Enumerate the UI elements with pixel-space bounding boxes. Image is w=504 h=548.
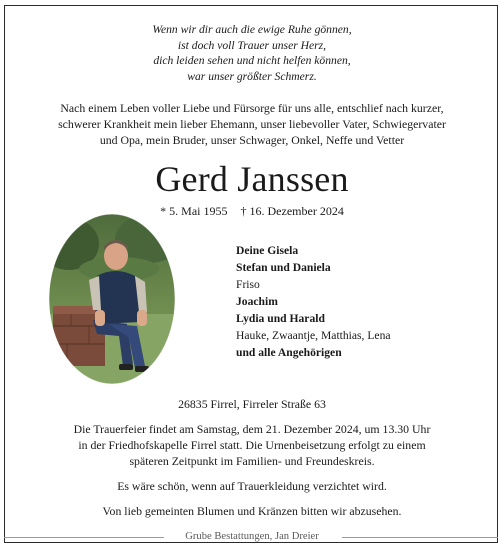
portrait-photo [49,214,175,384]
address: 26835 Firrel, Firreler Straße 63 [178,397,326,411]
poem [0,22,504,84]
footer-credit [0,530,504,544]
intro-line: und Opa, mein Bruder, unser Schwager, Onkel, Neffe und Vetter [99,133,405,148]
mourner-line: und alle Angehörigen [236,346,342,359]
birth-date: * 5. Mai 1955 [160,204,228,218]
portrait-illustration [49,214,175,384]
poem-line: dich leiden sehen und nicht helfen können, [153,54,351,68]
deceased-name: Gerd Janssen [155,159,349,199]
life-dates [0,203,504,219]
death-date: † 16. Dezember 2024 [240,204,344,218]
funeral-line: späteren Zeitpunkt im Familien- und Freundeskreis. [129,454,375,468]
poem-line: war unser größter Schmerz. [187,69,317,83]
funeral-line: Die Trauerfeier findet am Samstag, dem 21. Dezember 2024, um 13.30 Uhr [73,422,431,436]
mourner-line: Lydia und Harald [236,312,325,325]
poem-line: ist doch voll Trauer unser Herz, [177,38,327,52]
mourner-line: Hauke, Zwaantje, Matthias, Lena [236,329,391,342]
mourner-line: Deine Gisela [236,244,299,257]
funeral-info [0,421,504,469]
mourner-line: Joachim [236,295,278,308]
flowers-note: Von lieb gemeinten Blumen und Kränzen bitten wir abzusehen. [102,504,402,518]
funeral-line: in der Friedhofskapelle Firrel statt. Die Urnenbeisetzung erfolgt zu einem [78,438,426,452]
footer-credit-text: Grube Bestattungen, Jan Dreier [181,531,323,542]
poem-line: Wenn wir dir auch die ewige Ruhe gönnen, [152,23,352,36]
intro-line: schwerer Krankheit mein lieber Ehemann, unser liebevoller Vater, Schwiegervater [58,117,446,132]
intro-text [0,100,504,149]
mourner-line: Stefan und Daniela [236,261,331,274]
intro-line: Nach einem Leben voller Liebe und Fürsorge für uns alle, entschlief nach kurzer, [60,101,444,115]
dress-code-note: Es wäre schön, wenn auf Trauerkleidung verzichtet wird. [117,479,387,493]
mourner-line: Friso [236,278,260,291]
mourners-list [236,242,476,361]
